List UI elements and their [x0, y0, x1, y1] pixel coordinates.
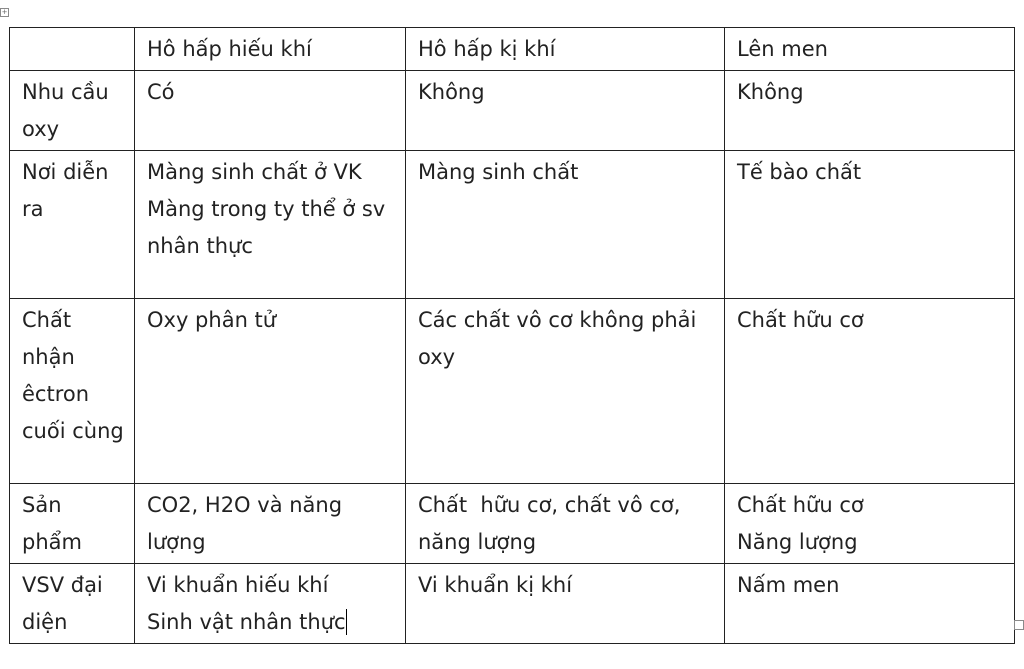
cell-text: CO2, H2O và năng lượng — [147, 493, 343, 554]
row-label-cell[interactable] — [10, 71, 135, 151]
cell-text: Oxy phân tử — [147, 308, 277, 332]
cell-text: Vi khuẩn hiếu khí — [147, 573, 329, 597]
cell-text: Chất hữu cơ — [737, 308, 864, 332]
row-oxygen-need — [10, 71, 1015, 151]
cell-text: Màng sinh chất — [418, 160, 579, 184]
row-label-cell[interactable] — [10, 484, 135, 564]
table-resize-handle[interactable] — [1014, 620, 1024, 630]
cell-text: Không — [418, 80, 485, 104]
table-move-handle[interactable]: + — [1, 8, 8, 16]
cell-text: Tế bào chất — [737, 160, 862, 184]
table-cell[interactable] — [406, 71, 725, 151]
table-cell[interactable] — [725, 71, 1015, 151]
header-cell-fermentation[interactable]: Lên men — [725, 28, 1015, 71]
row-location — [10, 151, 1015, 299]
table-cell[interactable] — [406, 299, 725, 484]
cell-text: Nấm men — [737, 573, 840, 597]
cell-text: Màng sinh chất ở VK — [147, 160, 362, 184]
table-cell[interactable] — [725, 484, 1015, 564]
comparison-table — [9, 27, 1015, 644]
table-cell[interactable] — [135, 151, 406, 299]
row-label: Chất nhận êctron cuối cùng — [22, 308, 124, 443]
table-cell[interactable] — [725, 151, 1015, 299]
table-cell[interactable] — [725, 564, 1015, 644]
row-representative — [10, 564, 1015, 644]
cell-text: Các chất vô cơ không phải oxy — [418, 308, 697, 369]
cell-text: Có — [147, 80, 175, 104]
table-cell[interactable] — [135, 484, 406, 564]
text-cursor — [346, 609, 347, 635]
table-cell[interactable] — [135, 299, 406, 484]
table-cell[interactable] — [406, 484, 725, 564]
cell-text: Màng trong ty thể ở sv nhân thực — [147, 197, 386, 258]
cell-text: Vi khuẩn kị khí — [418, 573, 573, 597]
cell-text-with-caret — [147, 604, 395, 641]
row-label: VSV đại diện — [22, 573, 103, 634]
table-cell[interactable] — [725, 299, 1015, 484]
cell-text: Sinh vật nhân thực — [147, 610, 346, 634]
row-label-cell[interactable] — [10, 299, 135, 484]
table-cell[interactable] — [406, 564, 725, 644]
table-cell[interactable] — [135, 564, 406, 644]
header-cell-anaerobic[interactable]: Hô hấp kị khí — [406, 28, 725, 71]
cell-text: Chất hữu cơ, chất vô cơ, năng lượng — [418, 493, 688, 554]
row-electron-acceptor — [10, 299, 1015, 484]
row-label: Sản phẩm — [22, 493, 82, 554]
cell-text: Chất hữu cơ — [737, 493, 864, 517]
cell-text: Năng lượng — [737, 530, 858, 554]
header-cell-aerobic[interactable]: Hô hấp hiếu khí — [135, 28, 406, 71]
row-label-cell[interactable] — [10, 564, 135, 644]
row-label-cell[interactable] — [10, 151, 135, 299]
header-cell-empty[interactable] — [10, 28, 135, 71]
cell-text: Không — [737, 80, 804, 104]
table-cell[interactable] — [406, 151, 725, 299]
table-cell[interactable] — [135, 71, 406, 151]
header-row — [10, 28, 1015, 71]
row-label: Nhu cầu oxy — [22, 80, 109, 141]
row-products — [10, 484, 1015, 564]
row-label: Nơi diễn ra — [22, 160, 109, 221]
